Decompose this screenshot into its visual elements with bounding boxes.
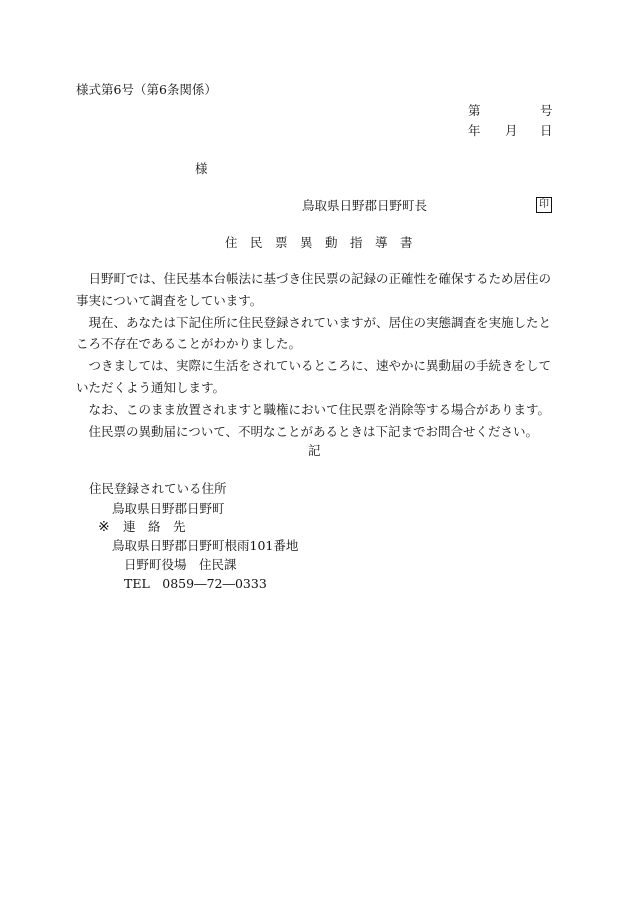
contact-mark: ※ — [98, 519, 110, 535]
registered-address: 鳥取県日野郡日野町 — [112, 501, 225, 516]
paragraph-5: 住民票の異動届について、不明なことがあるときは下記までお問合せください。 — [88, 423, 539, 439]
doc-number-go: 号 — [540, 103, 553, 118]
form-number: 様式第6号（第6条関係） — [76, 82, 217, 97]
date-day: 日 — [540, 123, 553, 138]
paragraph-4: なお、このまま放置されますと職権において住民票を消除等する場合があります。 — [88, 401, 551, 417]
seal-stamp — [536, 197, 552, 213]
date-month: 月 — [505, 123, 518, 138]
ki-heading: 記 — [308, 443, 321, 458]
contact-label: 連 絡 先 — [123, 519, 186, 534]
registered-address-label: 住民登録されている住所 — [89, 481, 227, 496]
body-text — [76, 268, 554, 442]
paragraph-1: 日野町では、住民基本台帳法に基づき住民票の記録の正確性を確保するため居住の事実について調査をしています。 — [76, 271, 552, 308]
date-year: 年 — [468, 123, 481, 138]
paragraph-3: つきましては、実際に生活をされているところに、速やかに異動届の手続きをしていただくよう通知します。 — [76, 358, 552, 395]
document-title: 住 民 票 異 動 指 導 書 — [225, 235, 413, 250]
contact-office: 日野町役場 住民課 — [124, 557, 237, 572]
sender-name: 鳥取県日野郡日野町長 — [302, 198, 428, 213]
contact-address: 鳥取県日野郡日野町根雨101番地 — [112, 538, 299, 553]
paragraph-2: 現在、あなたは下記住所に住民登録されていますが、居住の実態調査を実施したところ不存在であることがわかりました。 — [76, 314, 552, 352]
addressee-suffix: 様 — [195, 161, 208, 176]
seal-char: 印 — [539, 199, 549, 210]
contact-tel: TEL 0859―72―0333 — [124, 576, 267, 591]
doc-number-dai: 第 — [468, 103, 481, 118]
